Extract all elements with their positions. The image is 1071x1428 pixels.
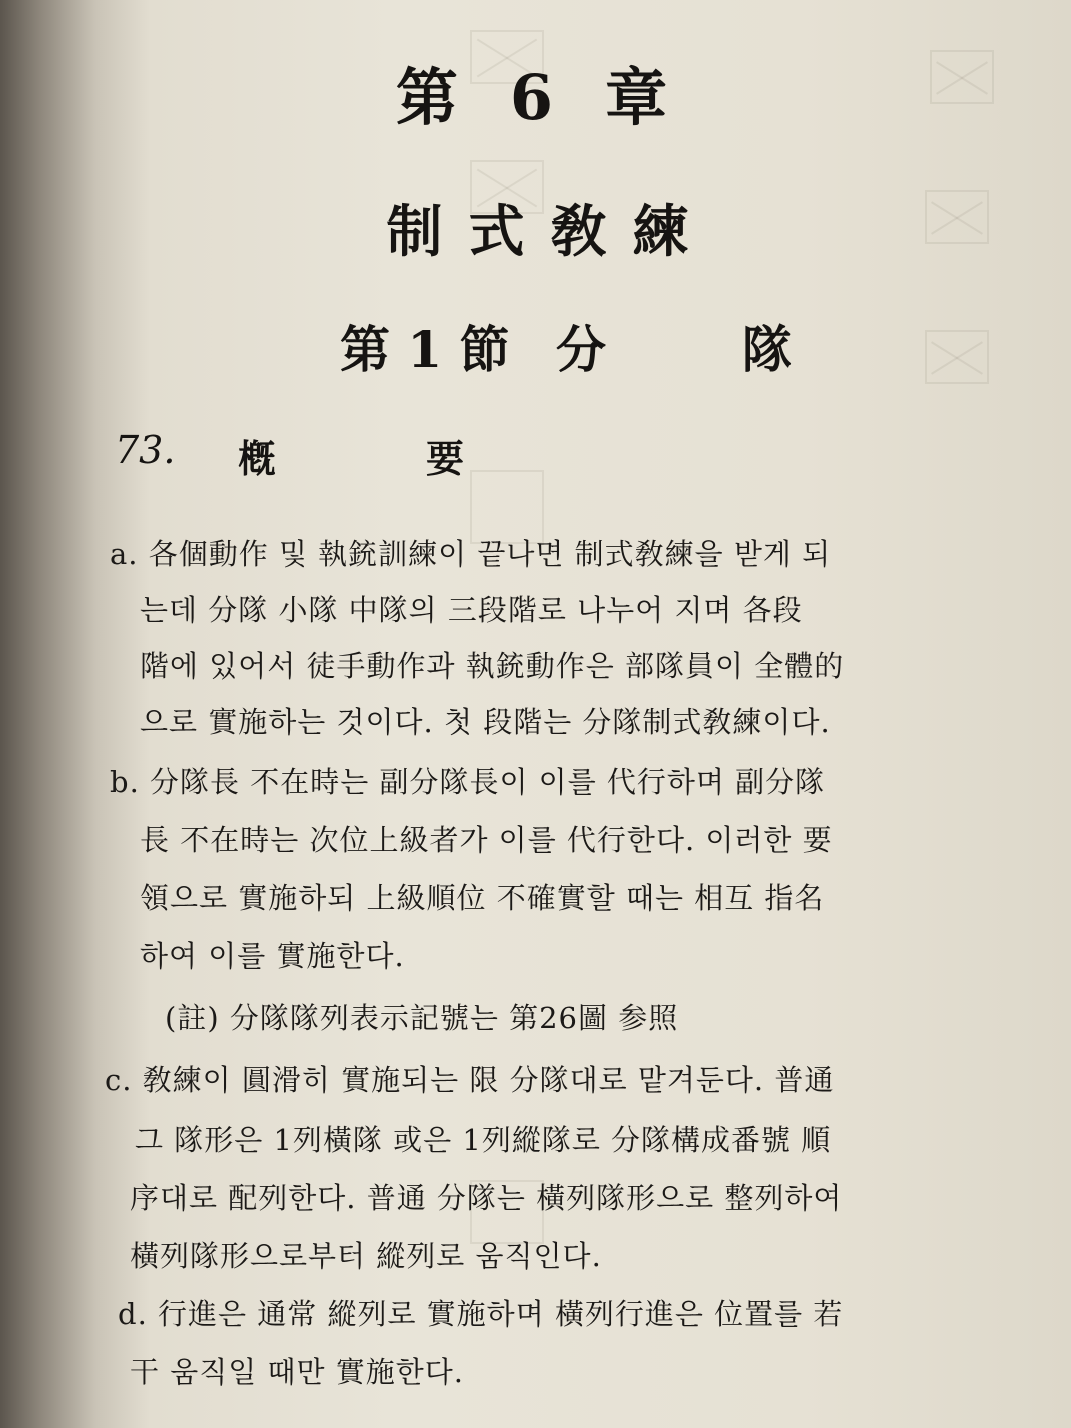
paragraph-b-line: 長 不在時는 次位上級者가 이를 代行한다. 이러한 要	[140, 823, 833, 857]
paragraph-a-line: 階에 있어서 徒手動作과 執銃動作은 部隊員이 全體的	[140, 649, 845, 683]
figure-note: (註) 分隊隊列表示記號는 第26圖 参照	[165, 1001, 679, 1035]
paragraph-d-line: d. 行進은 通常 縱列로 實施하며 橫列行進은 位置를 若	[118, 1297, 844, 1331]
paragraph-b-line: 하여 이를 實施한다.	[140, 939, 405, 973]
heading-word-second: 要	[426, 436, 465, 481]
bleed-through-mark	[925, 330, 989, 384]
chapter-prefix: 第	[395, 61, 466, 134]
paragraph-d-line: 干 움직일 때만 實施한다.	[130, 1355, 464, 1389]
heading-number: 73.	[115, 428, 176, 472]
chapter-title: 制式敎練	[386, 199, 715, 265]
paragraph-c-line: 그 隊形은 1列橫隊 或은 1列縱隊로 分隊構成番號 順	[135, 1123, 832, 1157]
paragraph-b-line: 領으로 實施하되 上級順位 不確實할 때는 相互 指名	[140, 881, 825, 915]
chapter-number: 6	[509, 61, 562, 134]
section-name-second: 隊	[742, 320, 792, 379]
paragraph-a-line: a. 各個動作 및 執銃訓練이 끝나면 制式敎練을 받게 되	[110, 537, 832, 571]
paragraph-a-line: 으로 實施하는 것이다. 첫 段階는 分隊制式敎練이다.	[140, 705, 831, 739]
section-label: 第 1 節	[340, 320, 510, 379]
heading-word-first: 槪	[238, 436, 277, 481]
chapter-heading	[0, 48, 1071, 137]
chapter-suffix: 章	[605, 61, 676, 134]
paragraph-c-line: 序대로 配列한다. 普通 分隊는 橫列隊形으로 整列하여	[130, 1181, 843, 1215]
paragraph-c-line: 橫列隊形으로부터 縱列로 움직인다.	[130, 1239, 602, 1273]
paragraph-b-line: b. 分隊長 不在時는 副分隊長이 이를 代行하며 副分隊	[110, 765, 826, 799]
paragraph-c-line: c. 敎練이 圓滑히 實施되는 限 分隊대로 맡겨둔다. 普通	[105, 1063, 835, 1097]
section-name-first: 分	[556, 320, 606, 379]
paragraph-a-line: 는데 分隊 小隊 中隊의 三段階로 나누어 지며 各段	[140, 593, 803, 627]
